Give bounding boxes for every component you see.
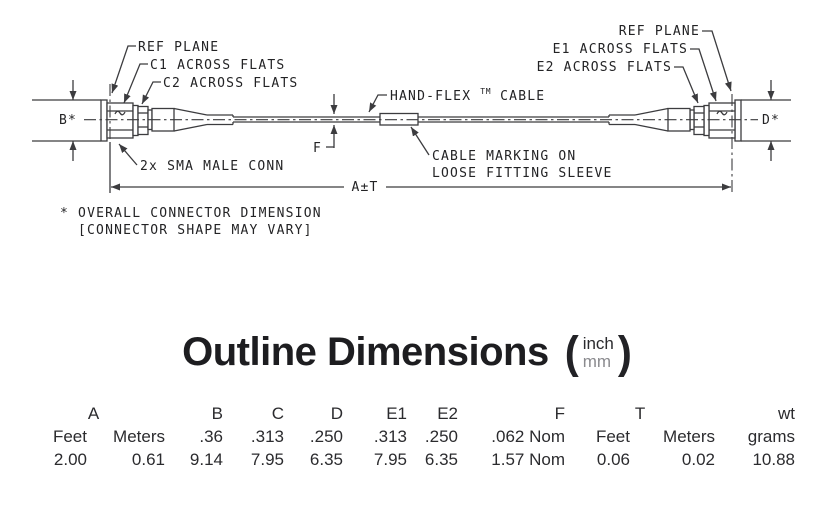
table-values-row [22,448,795,471]
cell-c-inch: .313 [250,427,284,446]
cell-t-feet-label: Feet [595,427,630,446]
table-units-row [22,425,795,448]
units-annotation [564,327,632,377]
label-e1-across-flats: E1 ACROSS FLATS [552,42,688,57]
label-c1-across-flats: C1 ACROSS FLATS [150,58,286,73]
cell-d-inch: .250 [309,427,343,446]
paren-close: ) [617,327,632,377]
label-cable-marking-line2: LOOSE FITTING SLEEVE [432,166,613,181]
label-ref-plane-left: REF PLANE [138,40,220,55]
cell-d-mm: 6.35 [309,450,343,469]
group-header-d: D [330,404,343,423]
cell-e2-mm: 6.35 [424,450,458,469]
cell-c-mm: 7.95 [250,450,284,469]
section-title: Outline Dimensions [182,330,549,374]
cell-wt-grams-label: grams [747,427,796,446]
cell-t-feet-value: 0.06 [596,450,630,469]
cell-e1-mm: 7.95 [373,450,407,469]
label-dim-b: B* [59,113,78,128]
group-header-e1: E1 [386,404,407,423]
cell-b-inch: .36 [199,427,223,446]
hand-flex-name: HAND-FLEX [390,89,472,104]
group-header-b: B [211,404,223,423]
cell-f-inch: .062 Nom [491,427,565,446]
unit-stack [583,335,614,371]
group-header-a: A [87,404,100,423]
dim-f-lines [326,94,334,148]
label-cable-marking-line1: CABLE MARKING ON [432,149,577,164]
cell-a-feet-value: 2.00 [53,450,87,469]
cell-a-feet-label: Feet [52,427,87,446]
cell-e1-inch: .313 [373,427,407,446]
cell-e2-inch: .250 [424,427,458,446]
group-header-wt: wt [778,404,796,423]
cell-wt-grams-value: 10.88 [752,450,796,469]
label-sma-connector: 2x SMA MALE CONN [140,159,285,174]
label-ref-plane-right: REF PLANE [618,24,700,39]
footnote-line2: [CONNECTOR SHAPE MAY VARY] [78,223,313,238]
cell-b-mm: 9.14 [189,450,223,469]
hand-flex-suffix: CABLE [500,89,546,104]
label-dim-f: F [313,141,323,156]
sma-connector-left [101,100,174,141]
section-title-row [0,327,814,377]
cell-a-meters-value: 0.61 [131,450,165,469]
group-header-f: F [554,404,565,423]
dimensions-table [22,402,795,471]
unit-mm: mm [582,351,612,371]
group-header-e2: E2 [437,404,458,423]
outline-drawing [0,0,814,250]
cell-t-meters-value: 0.02 [681,450,716,469]
footnote-line1: * OVERALL CONNECTOR DIMENSION [60,206,322,221]
group-header-c: C [271,404,284,423]
label-c2-across-flats: C2 ACROSS FLATS [163,76,299,91]
group-header-t: T [634,404,646,423]
label-e2-across-flats: E2 ACROSS FLATS [536,60,672,75]
label-hand-flex-cable [390,83,545,104]
paren-open: ( [564,327,579,377]
sma-connector-right [668,100,741,141]
label-dim-length: A±T [351,180,379,195]
table-group-header-row [22,402,795,425]
unit-inch: inch [582,333,614,353]
hand-flex-cable [174,109,668,132]
cell-a-meters-label: Meters [113,427,165,446]
hand-flex-tm: TM [480,87,492,96]
cell-t-meters-label: Meters [663,427,716,446]
cell-f-mm: 1.57 Nom [491,450,565,469]
label-dim-d: D* [762,113,781,128]
